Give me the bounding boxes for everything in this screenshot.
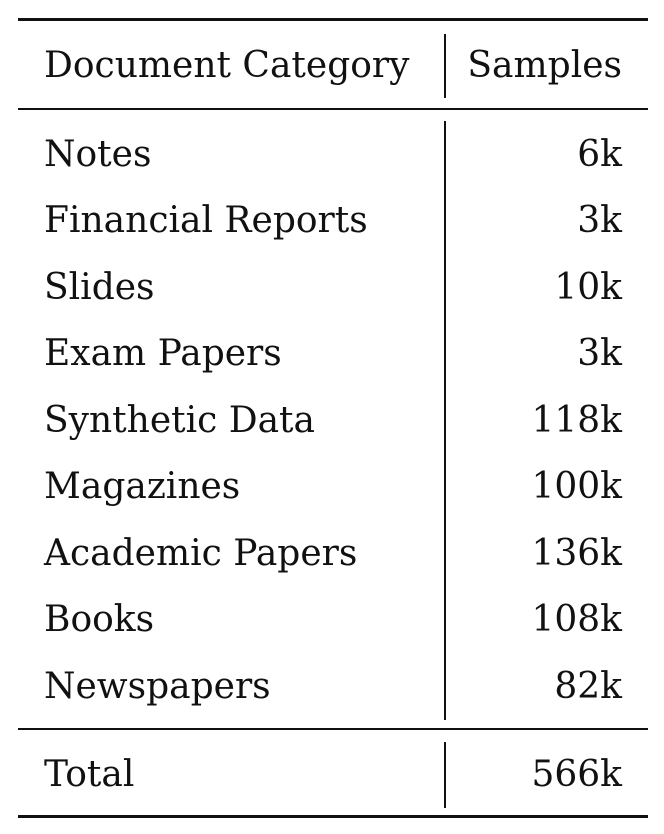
row-category: Exam Papers xyxy=(44,333,282,374)
total-rule xyxy=(18,728,648,730)
document-category-table xyxy=(18,18,648,818)
row-category: Books xyxy=(44,599,155,640)
header-samples: Samples xyxy=(467,45,622,86)
row-category: Slides xyxy=(44,267,155,308)
row-category: Newspapers xyxy=(44,666,271,707)
header-category: Document Category xyxy=(44,45,410,86)
row-samples: 100k xyxy=(531,466,622,507)
row-category: Synthetic Data xyxy=(44,400,315,441)
row-category: Magazines xyxy=(44,466,241,507)
header-rule xyxy=(18,108,648,110)
row-samples: 118k xyxy=(531,400,622,441)
row-samples: 6k xyxy=(577,134,622,175)
row-samples: 136k xyxy=(531,533,622,574)
row-category: Notes xyxy=(44,134,152,175)
row-samples: 82k xyxy=(554,666,622,707)
row-samples: 10k xyxy=(554,267,622,308)
bottom-rule xyxy=(18,815,648,818)
row-samples: 3k xyxy=(577,200,622,241)
total-category: Total xyxy=(44,754,135,795)
row-category: Academic Papers xyxy=(44,533,358,574)
total-samples: 566k xyxy=(531,754,622,795)
header-column-divider xyxy=(444,34,446,98)
row-category: Financial Reports xyxy=(44,200,368,241)
top-rule xyxy=(18,18,648,21)
total-column-divider xyxy=(444,742,446,808)
body-column-divider xyxy=(444,121,446,720)
row-samples: 108k xyxy=(531,599,622,640)
row-samples: 3k xyxy=(577,333,622,374)
